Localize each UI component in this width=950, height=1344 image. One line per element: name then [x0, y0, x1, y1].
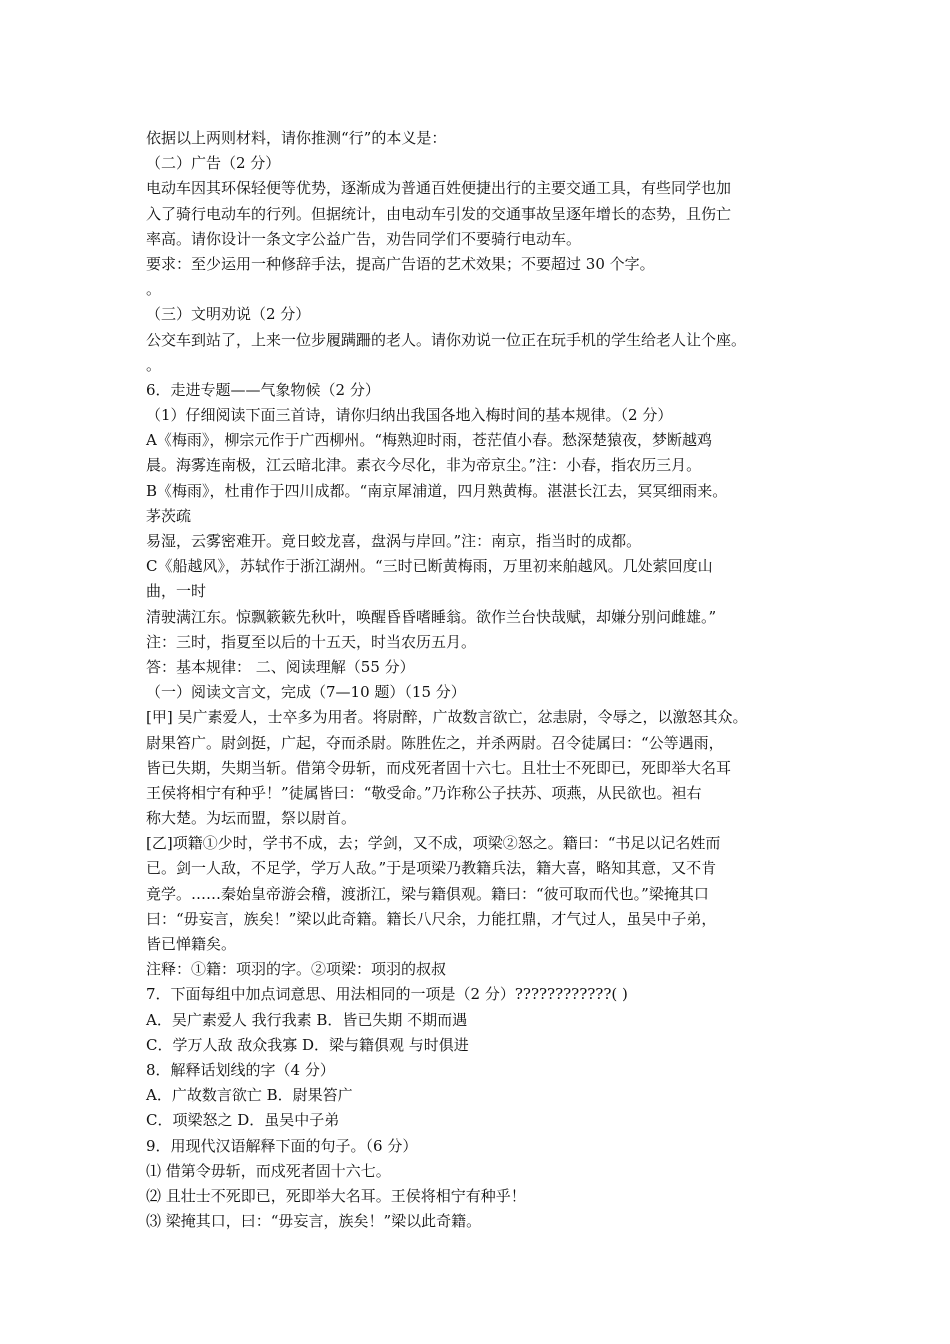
- text-line: 注：三时，指夏至以后的十五天，时当农历五月。: [146, 632, 477, 651]
- text-line: C《船越风》，苏轼作于浙江湖州。“三时已断黄梅雨，万里初来舶越风。几处萦回度山: [146, 557, 713, 576]
- document-page: [146, 126, 826, 1234]
- text-line: 皆已失期，失期当斩。借第令毋斩，而戍死者固十六七。且壮士不死即已，死即举大名耳: [146, 758, 732, 777]
- text-line: （1）仔细阅读下面三首诗，请你归纳出我国各地入梅时间的基本规律。（2 分）: [146, 406, 673, 425]
- question-8-items-cd: C．项梁怒之 D．虽吴中子弟: [146, 1111, 340, 1130]
- text-line: 公交车到站了，上来一位步履蹒跚的老人。请你劝说一位正在玩手机的学生给老人让个座。: [146, 330, 747, 349]
- text-line: 电动车因其环保轻便等优势，逐渐成为普通百姓便捷出行的主要交通工具，有些同学也加: [146, 179, 732, 198]
- text-line: 晨。海雾连南极，江云暗北津。素衣今尽化，非为帝京尘。”注：小春，指农历三月。: [146, 456, 702, 475]
- text-line: 尉果笞广。尉剑挺，广起，夺而杀尉。陈胜佐之，并杀两尉。召令徒属曰：“公等遇雨，: [146, 733, 724, 752]
- question-7-options-cd: C．学万人敌 敌众我寡 D．梁与籍俱观 与时俱进: [146, 1035, 469, 1054]
- reading-section-heading: （一）阅读文言文，完成（7—10 题）（15 分）: [146, 683, 466, 702]
- text-line: [乙]项籍①少时，学书不成，去；学剑，又不成，项梁②怒之。籍曰：“书足以记名姓而: [146, 834, 721, 853]
- text-line: 曰：“毋妄言，族矣！”梁以此奇籍。籍长八尺余，力能扛鼎，才气过人，虽吴中子弟，: [146, 909, 717, 928]
- text-line: 已。剑一人敌，不足学，学万人敌。”于是项梁乃教籍兵法，籍大喜，略知其意，又不肯: [146, 859, 717, 878]
- question-9-heading: 9．用现代汉语解释下面的句子。（6 分）: [146, 1136, 418, 1155]
- question-6-heading: 6．走进专题——气象物候（2 分）: [146, 380, 380, 399]
- section-heading-ad: （二）广告（2 分）: [146, 154, 281, 173]
- text-line: 曲，一时: [146, 582, 207, 601]
- text-line: 。: [146, 355, 162, 374]
- text-line: 答：基本规律： 二、阅读理解（55 分）: [146, 657, 415, 676]
- text-line: B《梅雨》，杜甫作于四川成都。“南京犀浦道，四月熟黄梅。湛湛长江去，冥冥细雨来。: [146, 481, 728, 500]
- text-line: 率高。请你设计一条文字公益广告，劝告同学们不要骑行电动车。: [146, 229, 582, 248]
- text-line: 竟学。……秦始皇帝游会稽，渡浙江，梁与籍俱观。籍曰：“彼可取而代也。”梁掩其口: [146, 884, 709, 903]
- text-line: 皆已惮籍矣。: [146, 935, 237, 953]
- question-8-heading: 8．解释话划线的字（4 分）: [146, 1060, 335, 1079]
- text-line: [甲] 吴广素爱人，士卒多为用者。将尉醉，广故数言欲亡，忿恚尉，令辱之，以激怒其众。: [146, 708, 748, 727]
- text-line: 依据以上两则材料，请你推测“行”的本义是：: [146, 129, 447, 147]
- question-9-item-2: ⑵ 且壮士不死即已，死即举大名耳。王侯将相宁有种乎！: [146, 1186, 526, 1205]
- question-9-item-1: ⑴ 借第令毋斩，而戍死者固十六七。: [146, 1161, 391, 1180]
- text-line: 要求：至少运用一种修辞手法，提高广告语的艺术效果；不要超过 30 个字。: [146, 254, 655, 273]
- text-line: A《梅雨》，柳宗元作于广西柳州。“梅熟迎时雨，苍茫值小春。愁深楚猿夜，梦断越鸡: [146, 431, 713, 450]
- annotation-line: 注释：①籍：项羽的字。②项梁：项羽的叔叔: [146, 960, 447, 979]
- text-line: 称大楚。为坛而盟，祭以尉首。: [146, 809, 357, 828]
- question-7-options-ab: A．吴广素爱人 我行我素 B．皆已失期 不期而遇: [146, 1010, 468, 1029]
- question-8-items-ab: A．广故数言欲亡 B．尉果笞广: [146, 1086, 353, 1105]
- question-7-heading: 7．下面每组中加点词意思、用法相同的一项是（2 分）????????????( ): [146, 985, 628, 1004]
- section-heading-persuasion: （三）文明劝说（2 分）: [146, 305, 311, 324]
- question-9-item-3: ⑶ 梁掩其口，曰：“毋妄言，族矣！”梁以此奇籍。: [146, 1212, 482, 1231]
- text-line: 清驶满江东。惊飘簌簌先秋叶，唤醒昏昏嗜睡翁。欲作兰台快哉赋，却嫌分别问雌雄。”: [146, 607, 717, 626]
- text-line: 入了骑行电动车的行列。但据统计，由电动车引发的交通事故呈逐年增长的态势，且伤亡: [146, 204, 732, 223]
- text-line: 。: [146, 280, 162, 299]
- text-line: 王侯将相宁有种乎！”徒属皆曰：“敬受命。”乃诈称公子扶苏、项燕，从民欲也。袒右: [146, 783, 702, 802]
- text-line: 茅茨疏: [146, 506, 192, 525]
- text-line: 易湿，云雾密难开。竟日蛟龙喜，盘涡与岸回。”注：南京，指当时的成都。: [146, 532, 642, 550]
